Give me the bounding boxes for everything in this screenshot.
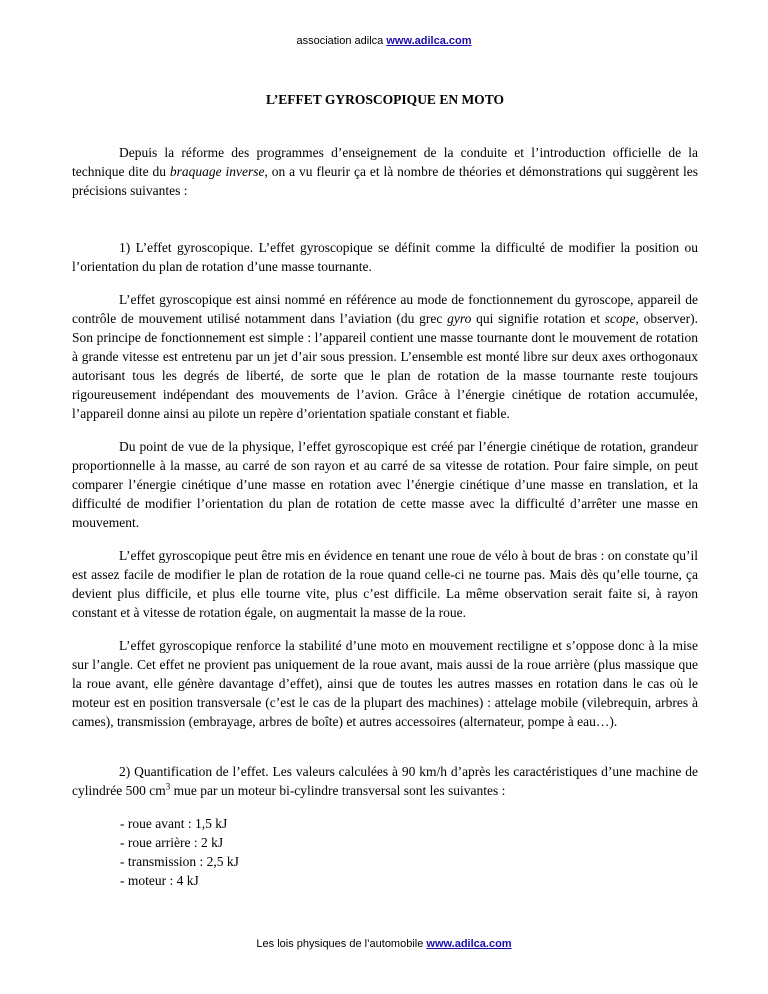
list-item: - moteur : 4 kJ — [120, 873, 199, 888]
header-text: association adilca — [296, 35, 387, 47]
energy-values-list — [120, 814, 698, 890]
paragraph-stability: L’effet gyroscopique renforce la stabilité d’une moto en mouvement rectiligne et s’oppose donc à la mise sur l’angle. Cet effet ne provient pas uniquement de la roue avant, mais aussi de la roue arrière (plus massique que la roue avant, elle génère davantage d’effet), ainsi que de toutes les autres masses en rotation dans le cas où le moteur est en position transversale (c’est le cas de la plupart des machines) : attelage mobile (vilebrequin, arbres à cames), transmission (embrayage, arbres de boîte) et autres accessoires (alternateur, pompe à eau…). — [72, 638, 698, 729]
document-body — [72, 90, 698, 890]
paragraph-gyroscope — [72, 290, 698, 423]
running-footer — [0, 937, 768, 951]
paragraph-section-1: 1) L’effet gyroscopique. L’effet gyroscopique se définit comme la difficulté de modifier la position ou l’orientation du plan de rotation d’une masse tournante. — [72, 240, 698, 274]
paragraph-intro — [72, 143, 698, 200]
document-title: L’EFFET GYROSCOPIQUE EN MOTO — [266, 92, 504, 107]
list-item: - roue arrière : 2 kJ — [120, 835, 224, 850]
superscript-cube: 3 — [165, 781, 171, 792]
text-span: Depuis la réforme des programmes d’enseignement de la conduite et l’introduction officielle de la technique dite du — [72, 145, 698, 179]
paragraph-physics: Du point de vue de la physique, l’effet gyroscopique est créé par l’énergie cinétique de rotation, grandeur proportionnelle à la masse, au carré de son rayon et au carré de sa vitesse de rotation. Pour faire simple, on peut comparer l’énergie cinétique d’une masse en rotation avec l’énergie cinétique d’une masse en translation, et la difficulté de modifier l’orientation du plan de rotation de cette masse avec la difficulté d’arrêter une masse en mouvement. — [72, 439, 698, 530]
list-item: - roue avant : 1,5 kJ — [120, 816, 228, 831]
text-span: , on a vu fleurir ça et là nombre de théories et démonstrations qui suggèrent les précisions suivantes : — [72, 164, 698, 198]
emphasis-braquage-inverse: braquage inverse — [169, 164, 265, 179]
paragraph-bicycle-wheel: L’effet gyroscopique peut être mis en évidence en tenant une roue de vélo à bout de bras : on constate qu’il est assez facile de modifier le plan de rotation de la roue quand celle-ci ne tourne pas. Mais dès qu’elle tourne, ça devient plus difficile, et plus elle tourne vite, plus c’est difficile. La même observation serait faite si, à rayon constant et à vitesse de rotation égale, on augmentait la masse de la roue. — [72, 548, 698, 620]
text-span: 2) Quantification de l’effet. Les valeurs calculées à 90 km/h d’après les caractéristiques d’une machine de cylindrée 500 cm — [72, 764, 698, 798]
text-span: mue par un moteur bi-cylindre transversal sont les suivantes : — [170, 783, 506, 798]
text-span: L’effet gyroscopique est ainsi nommé en référence au mode de fonctionnement du gyroscope, appareil de contrôle de mouvement utilisé notamment dans l’aviation (du grec — [72, 292, 698, 326]
paragraph-section-2 — [72, 762, 698, 800]
footer-text: Les lois physiques de l’automobile — [256, 938, 427, 950]
emphasis-scope: scope — [604, 311, 636, 326]
emphasis-gyro: gyro — [447, 311, 472, 326]
text-span: qui signifie rotation et — [471, 311, 605, 326]
header-site-link[interactable]: www.adilca.com — [386, 35, 472, 47]
footer-site-link[interactable]: www.adilca.com — [426, 938, 512, 950]
running-header — [0, 34, 768, 48]
list-item: - transmission : 2,5 kJ — [120, 854, 239, 869]
text-span: , observer). Son principe de fonctionnement est simple : l’appareil contient une masse tournante dont le mouvement de rotation à grande vitesse est entretenu par un jet d’air sous pression. L’ensemble est monté libre sur deux axes orthogonaux autorisant tous les degrés de liberté, de sorte que le plan de rotation de la masse tournante reste toujours rigoureusement indépendant des mouvements de l’avion. Grâce à l’énergie cinétique de rotation accumulée, l’appareil donne ainsi au pilote un repère d’orientation spatiale constant et fiable. — [72, 311, 698, 421]
